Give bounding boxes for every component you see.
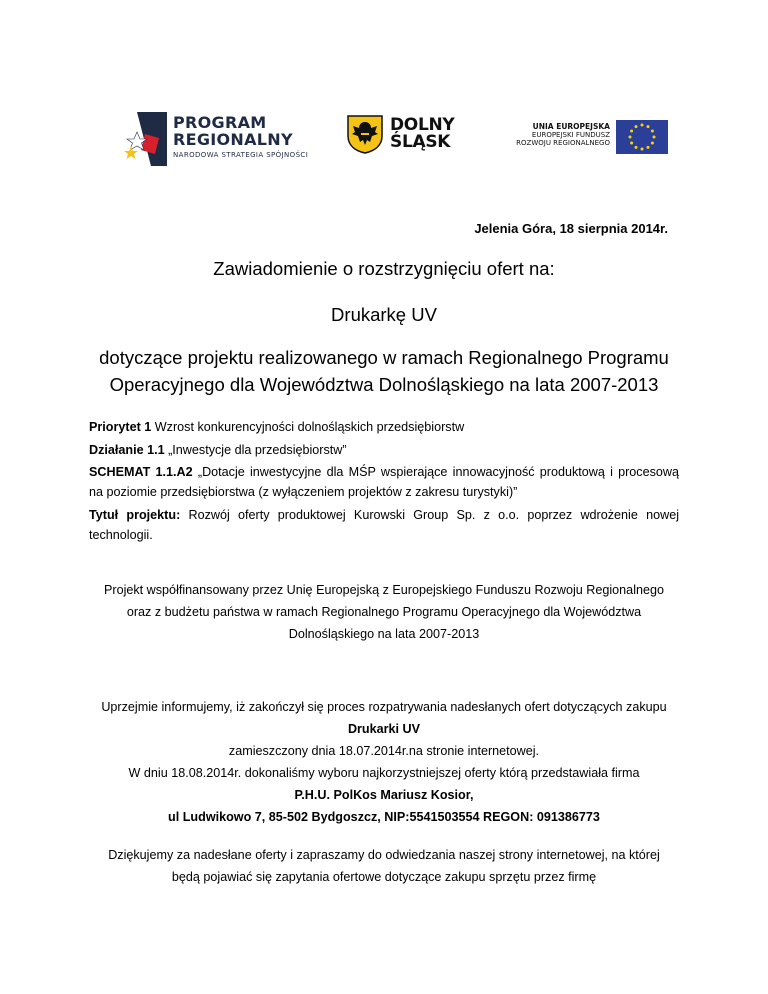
schemat-text: „Dotacje inwestycyjne dla MŚP wspierające innowacyjność produktową i procesową na poziomie przedsiębiorstwa (z wyłączeniem projektów z zakresu turystyki)” xyxy=(89,465,680,499)
unia-europejska-logo xyxy=(506,120,671,160)
notice-subject: Drukarkę UV xyxy=(331,304,437,325)
cofinancing-line2: oraz z budżetu państwa w ramach Regionalnego Programu Operacyjnego dla Województwa xyxy=(126,605,642,619)
schemat-paragraph xyxy=(89,462,679,502)
closing-line2: będą pojawiać się zapytania ofertowe dotyczące zakupu sprzętu przez firmę xyxy=(171,870,597,884)
document-date: Jelenia Góra, 18 sierpnia 2014r. xyxy=(474,221,668,236)
winner-company: P.H.U. PolKos Mariusz Kosior, xyxy=(294,788,474,802)
eu-flag-icon xyxy=(616,120,668,154)
priorytet-label: Priorytet 1 xyxy=(89,420,152,434)
schemat-label: SCHEMAT 1.1.A2 xyxy=(89,465,193,479)
tytul-paragraph xyxy=(89,505,679,545)
dolny-slask-line1: DOLNY xyxy=(390,115,455,135)
tytul-text: Rozwój oferty produktowej Kurowski Group Sp. z o.o. poprzez wdrożenie nowej technologii. xyxy=(89,508,679,542)
closing-line1: Dziękujemy za nadesłane oferty i zapraszamy do odwiedzania naszej strony internetowej, na której xyxy=(108,848,660,862)
winner-address: ul Ludwikowo 7, 85-502 Bydgoszcz, NIP:5541503554 REGON: 091386773 xyxy=(168,810,600,824)
notice-title: Zawiadomienie o rozstrzygnięciu ofert na: xyxy=(213,258,555,279)
body-item: Drukarki UV xyxy=(347,722,421,736)
tytul-label: Tytuł projektu: xyxy=(89,508,181,522)
program-regionalny-line3: NARODOWA STRATEGIA SPÓJNOŚCI xyxy=(173,151,309,159)
program-regionalny-line1: PROGRAM xyxy=(173,113,267,132)
ue-line1: UNIA EUROPEJSKA xyxy=(532,122,610,131)
dolny-slask-line2: ŚLĄSK xyxy=(390,132,451,152)
priorytet-line xyxy=(89,417,679,437)
program-regionalny-emblem-icon xyxy=(123,110,169,168)
dzialanie-line xyxy=(89,440,679,460)
body-line4: W dniu 18.08.2014r. dokonaliśmy wyboru najkorzystniejszej oferty którą przedstawiała firma xyxy=(128,766,640,780)
program-regionalny-logo xyxy=(123,110,323,170)
dzialanie-label: Działanie 1.1 xyxy=(89,443,165,457)
body-line1: Uprzejmie informujemy, iż zakończył się proces rozpatrywania nadesłanych ofert dotyczących zakupu xyxy=(101,700,667,714)
dolny-slask-logo xyxy=(346,114,476,158)
dolny-slask-eagle-icon xyxy=(346,114,384,154)
cofinancing-line1: Projekt współfinansowany przez Unię Europejską z Europejskiego Funduszu Rozwoju Regionalnego xyxy=(103,583,665,597)
priorytet-text: Wzrost konkurencyjności dolnośląskich przedsiębiorstw xyxy=(151,420,465,434)
program-regionalny-line2: REGIONALNY xyxy=(173,130,293,149)
cofinancing-line3: Dolnośląskiego na lata 2007-2013 xyxy=(288,627,480,641)
project-title-line2: Operacyjnego dla Województwa Dolnośląskiego na lata 2007-2013 xyxy=(109,374,659,395)
ue-line3: ROZWOJU REGIONALNEGO xyxy=(516,139,610,148)
dzialanie-text: „Inwestycje dla przedsiębiorstw” xyxy=(164,443,347,457)
project-title-line1: dotyczące projektu realizowanego w ramach Regionalnego Programu xyxy=(99,347,669,368)
ue-line2: EUROPEJSKI FUNDUSZ xyxy=(531,131,610,139)
body-line3: zamieszczony dnia 18.07.2014r.na stronie internetowej. xyxy=(228,744,540,758)
logo-header xyxy=(0,100,768,170)
